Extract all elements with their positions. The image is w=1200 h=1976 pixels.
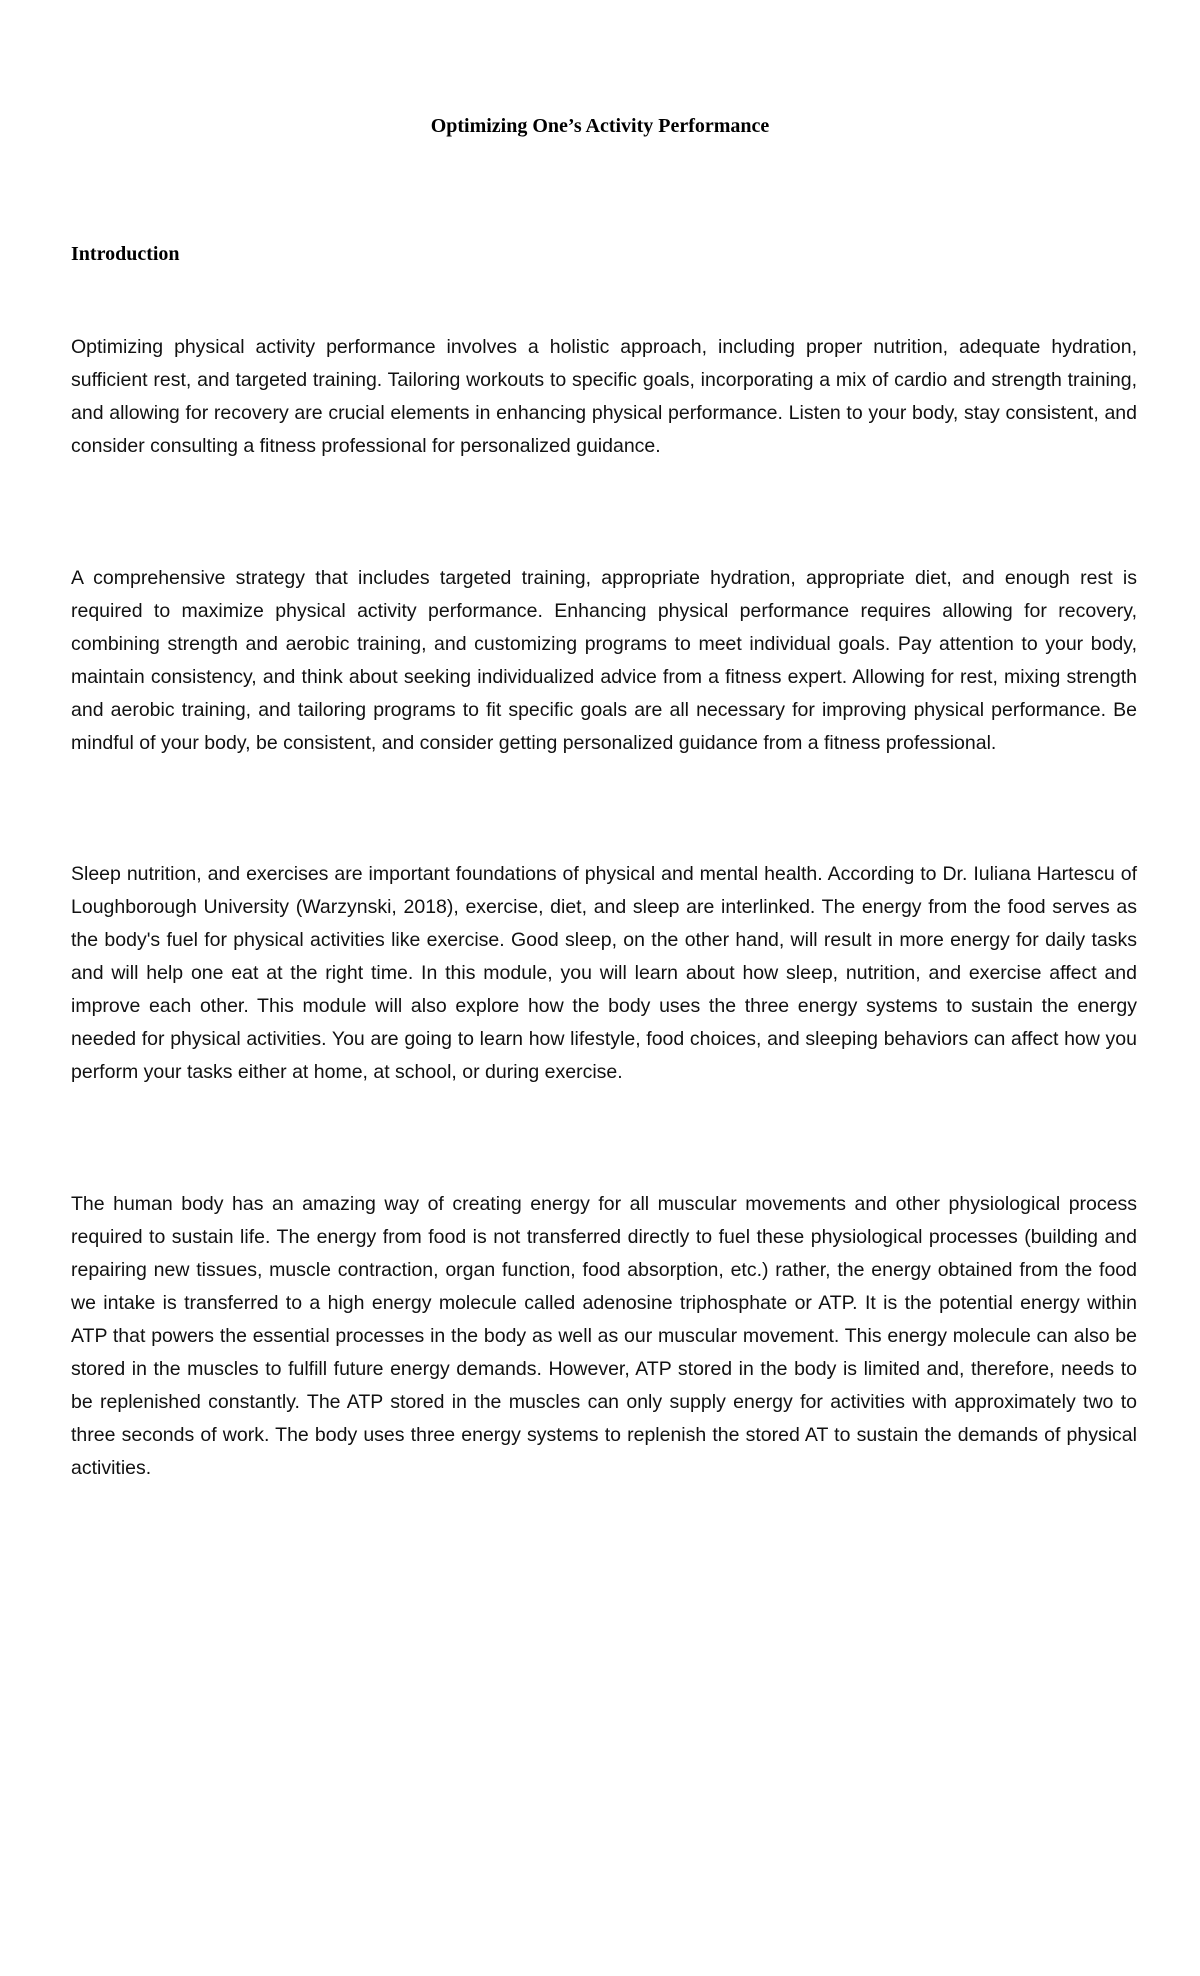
paragraph-2: A comprehensive strategy that includes targeted training, appropriate hydration, appropriate diet, and enough rest is required to maximize physical activity performance. Enhancing physical performance requires allowing for recovery, combining strength and aerobic training, and customizing programs to meet individual goals. Pay attention to your body, maintain consistency, and think about seeking individualized advice from a fitness expert. Allowing for rest, mixing strength and aerobic training, and tailoring programs to fit specific goals are all necessary for improving physical performance. Be mindful of your body, be consistent, and consider getting personalized guidance from a fitness professional.: [71, 567, 1137, 754]
paragraph-4: The human body has an amazing way of creating energy for all muscular movements and other physiological process required to sustain life. The energy from food is not transferred directly to fuel these physiological processes (building and repairing new tissues, muscle contraction, organ function, food absorption, etc.) rather, the energy obtained from the food we intake is transferred to a high energy molecule called adenosine triphosphate or ATP. It is the potential energy within ATP that powers the essential processes in the body as well as our muscular movement. This energy molecule can also be stored in the muscles to fulfill future energy demands. However, ATP stored in the body is limited and, therefore, needs to be replenished constantly. The ATP stored in the muscles can only supply energy for activities with approximately two to three seconds of work. The body uses three energy systems to replenish the stored AT to sustain the demands of physical activities.: [71, 1193, 1137, 1479]
paragraph-1: Optimizing physical activity performance involves a holistic approach, including proper nutrition, adequate hydration, sufficient rest, and targeted training. Tailoring workouts to specific goals, incorporating a mix of cardio and strength training, and allowing for recovery are crucial elements in enhancing physical performance. Listen to your body, stay consistent, and consider consulting a fitness professional for personalized guidance.: [71, 336, 1137, 457]
document-title: Optimizing One’s Activity Performance: [430, 115, 770, 137]
paragraph-3: Sleep nutrition, and exercises are important foundations of physical and mental health. According to Dr. Iuliana Hartescu of Loughborough University (Warzynski, 2018), exercise, diet, and sleep are interlinked. The energy from the food serves as the body's fuel for physical activities like exercise. Good sleep, on the other hand, will result in more energy for daily tasks and will help one eat at the right time. In this module, you will learn about how sleep, nutrition, and exercise affect and improve each other. This module will also explore how the body uses the three energy systems to sustain the energy needed for physical activities. You are going to learn how lifestyle, food choices, and sleeping behaviors can affect how you perform your tasks either at home, at school, or during exercise.: [71, 863, 1137, 1083]
section-heading-introduction: Introduction: [71, 243, 180, 265]
